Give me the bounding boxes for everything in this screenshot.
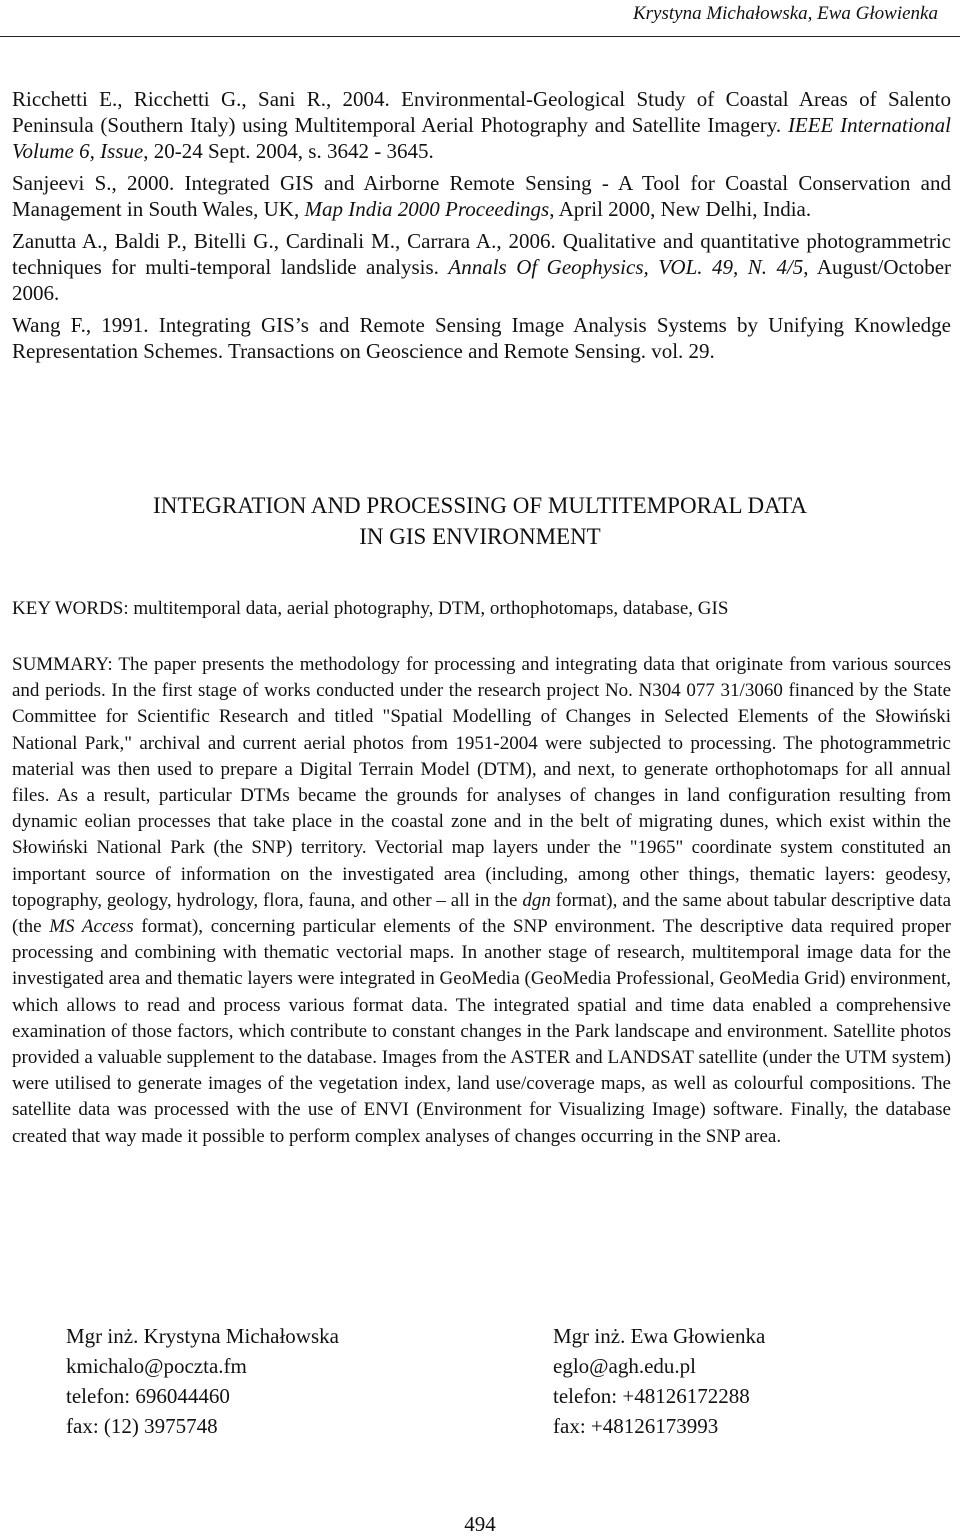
reference-item: Wang F., 1991. Integrating GIS’s and Remote Sensing Image Analysis Systems by Unifying Knowledge Representation Schemes. Transactions on Geoscience and Remote Sensing. vol. 29. <box>12 313 951 363</box>
page-number: 494 <box>464 1512 496 1536</box>
keywords: KEY WORDS: multitemporal data, aerial photography, DTM, orthophotomaps, database, GIS <box>12 598 729 619</box>
paper-title <box>0 490 960 552</box>
author-phone: telefon: +48126172288 <box>553 1384 750 1408</box>
author-name: Mgr inż. Ewa Głowienka <box>553 1324 766 1348</box>
reference-item: Zanutta A., Baldi P., Bitelli G., Cardinali M., Carrara A., 2006. Qualitative and quantitative photogrammetric techniques for multi-temporal landslide analysis. Annals Of Geophysics, VOL. 49, N. 4/5, August/October 2006. <box>12 229 952 305</box>
summary-paragraph: SUMMARY: The paper presents the methodology for processing and integrating data that originate from various sources and periods. In the first stage of works conducted under the research project No. N304 077 31/3060 financed by the State Committee for Scientific Research and titled "Spatial Modelling of Changes in Selected Elements of the Słowiński National Park," archival and current aerial photos from 1951-2004 were subjected to processing. The photogrammetric material was then used to prepare a Digital Terrain Model (DTM), and next, to generate orthophotomaps for all annual files. As a result, particular DTMs became the grounds for analyses of changes in land configuration resulting from dynamic eolian processes that take place in the coastal zone and in the belt of migrating dunes, which exist within the Słowiński National Park (the SNP) territory. Vectorial map layers under the "1965" coordinate system constituted an important source of information on the investigated area (including, among other things, thematic layers: geodesy, topography, geology, hydrology, flora, fauna, and other – all in the dgn format), and the same about tabular descriptive data (the MS Access format), concerning particular elements of the SNP environment. The descriptive data required proper processing and combining with thematic vectorial maps. In another stage of research, multitemporal image data for the investigated area and thematic layers were integrated in GeoMedia (GeoMedia Professional, GeoMedia Grid) environment, which allows to read and process various format data. The integrated spatial and time data enabled a comprehensive examination of those factors, which contribute to constant changes in the Park landscape and environment. Satellite photos provided a valuable supplement to the database. Images from the ASTER and LANDSAT satellite (under the UTM system) were utilised to generate images of the vegetation index, land use/coverage maps, as well as colourful compositions. The satellite data was processed with the use of ENVI (Environment for Visualizing Image) software. Finally, the database created that way made it possible to perform complex analyses of changes occurring in the SNP area. <box>12 654 952 1147</box>
author-contact-1 <box>66 1321 339 1441</box>
running-header-authors: Krystyna Michałowska, Ewa Głowienka <box>632 3 938 24</box>
author-fax: fax: (12) 3975748 <box>66 1414 218 1438</box>
author-contact-2 <box>553 1321 765 1441</box>
reference-item: Ricchetti E., Ricchetti G., Sani R., 2004. Environmental-Geological Study of Coastal Areas of Salento Peninsula (Southern Italy) using Multitemporal Aerial Photography and Satellite Imagery. IEEE International Volume 6, Issue, 20-24 Sept. 2004, s. 3642 - 3645. <box>12 87 951 163</box>
author-fax: fax: +48126173993 <box>553 1414 719 1438</box>
author-phone: telefon: 696044460 <box>66 1384 230 1408</box>
author-email: kmichalo@poczta.fm <box>66 1354 247 1378</box>
author-name: Mgr inż. Krystyna Michałowska <box>66 1324 339 1348</box>
header-rule <box>0 36 960 37</box>
paper-title-line-1: INTEGRATION AND PROCESSING OF MULTITEMPORAL DATA <box>153 493 807 518</box>
reference-item: Sanjeevi S., 2000. Integrated GIS and Airborne Remote Sensing - A Tool for Coastal Conservation and Management in South Wales, UK, Map India 2000 Proceedings, April 2000, New Delhi, India. <box>12 171 951 221</box>
author-email: eglo@agh.edu.pl <box>553 1354 696 1378</box>
references-list <box>12 86 951 370</box>
paper-title-line-2: IN GIS ENVIRONMENT <box>359 524 601 549</box>
